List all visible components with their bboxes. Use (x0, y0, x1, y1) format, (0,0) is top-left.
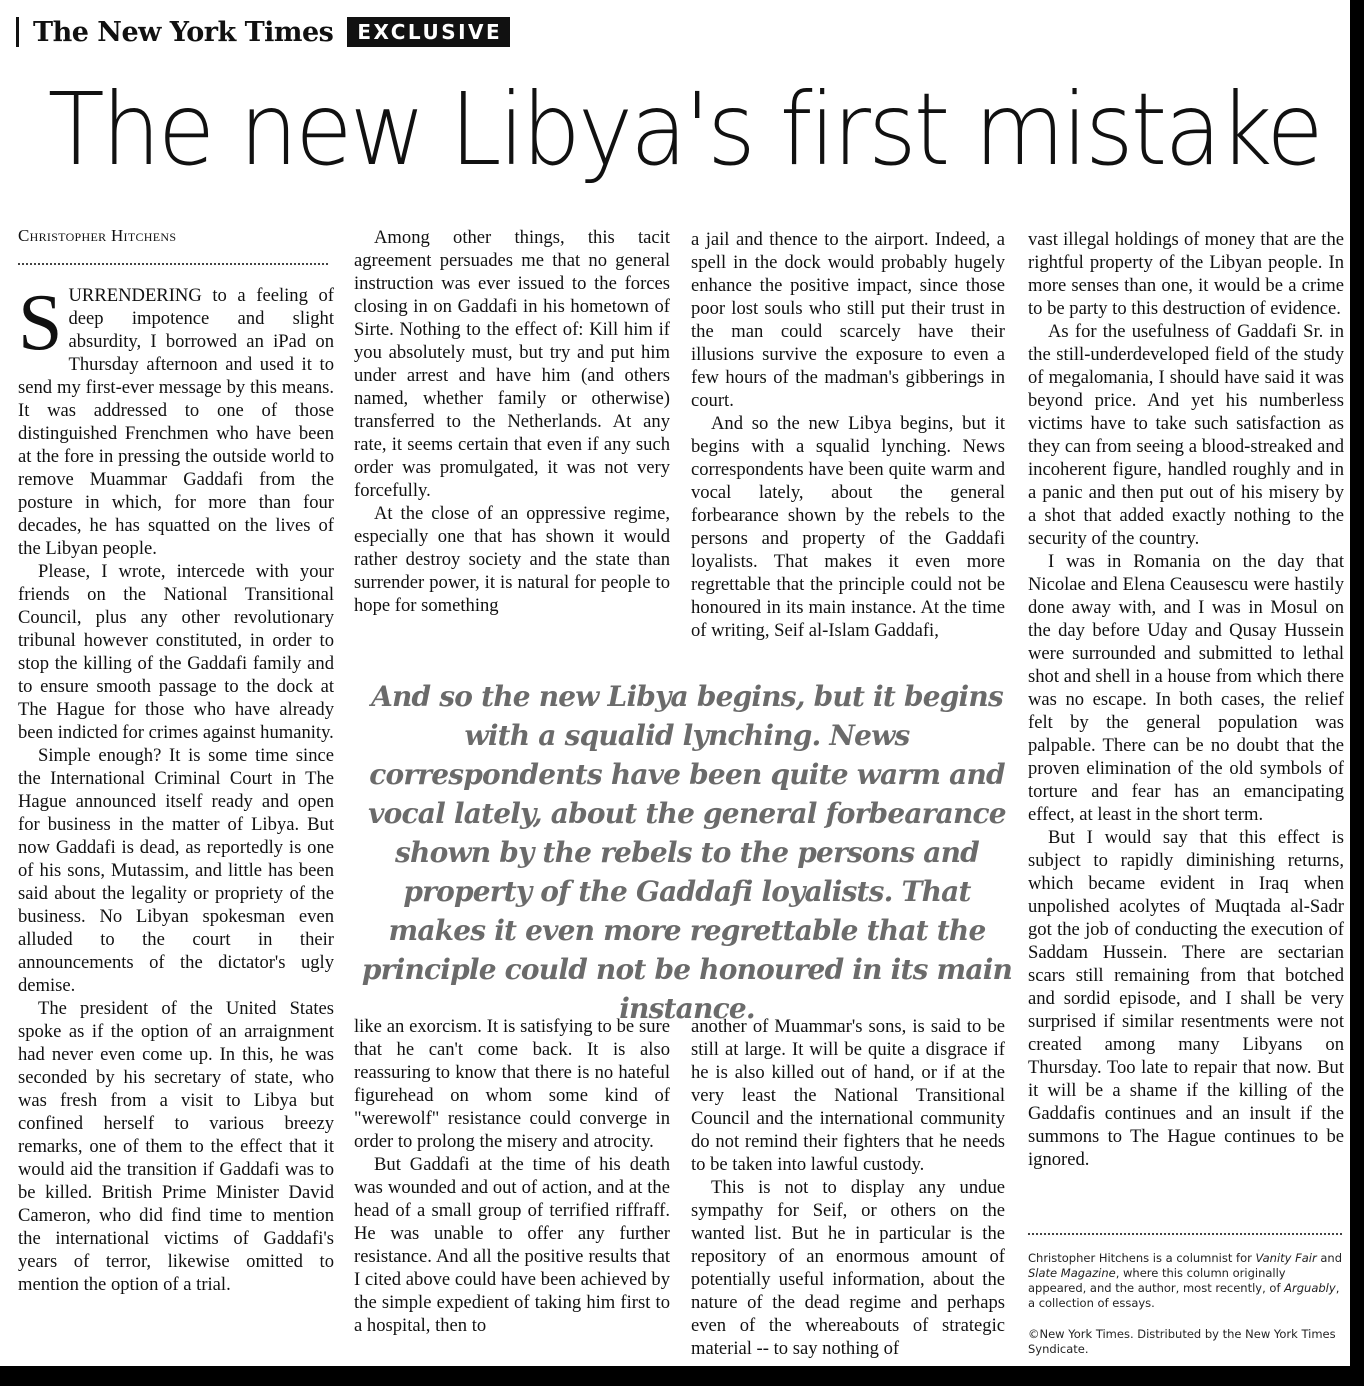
paragraph: This is not to display any undue sympathy for Seif, or others on the wanted list. But he in particular is the repository of an enormous amount of potentially useful information, about the nature of the dead regime and perhaps even of the whereabouts of strategic material -- to say nothing of (691, 1177, 1005, 1359)
byline-divider (18, 263, 328, 265)
byline: Christopher Hitchens (18, 226, 177, 245)
paragraph: As for the usefulness of Gaddafi Sr. in the still-underdeveloped field of the study of megalomania, I should have said it was beyond price. And yet his numberless victims have to take such satisfaction as they can from seeing a blood-streaked and incoherent figure, handled roughly and in a panic and then put out of his misery by a shot that added exactly nothing to the security of the country. (1028, 321, 1344, 549)
paragraph: vast illegal holdings of money that are the rightful property of the Libyan people. In more senses than one, it would be a crime to be party to this destruction of evidence. (1028, 229, 1344, 319)
bio-divider (1028, 1233, 1342, 1235)
paragraph: But Gaddafi at the time of his death was wounded and out of action, and at the head of a small group of terrified riffraff. He was unable to offer any further resistance. And all the positive results that I cited above could have been achieved by the simple expedient of taking him first to a hospital, then to (354, 1154, 670, 1336)
paragraph: And so the new Libya begins, but it begins with a squalid lynching. News correspondents have been quite warm and vocal lately, about the general forbearance shown by the rebels to the persons and property of the Gaddafi loyalists. That makes it even more regrettable that the principle could not be honoured in its main instance. At the time of writing, Seif al-Islam Gaddafi, (691, 413, 1005, 641)
column-4 (1028, 228, 1344, 1222)
author-bio (1028, 1251, 1343, 1366)
column-3-top (691, 228, 1005, 648)
paragraph: another of Muammar's sons, is said to be still at large. It will be quite a disgrace if he is also killed out of hand, or if at the very least the National Transitional Council and the international community do not remind their fighters that he needs to be taken into lawful custody. (691, 1016, 1005, 1175)
paragraph: The president of the United States spoke as if the option of an arraignment had never even come up. In this, he was seconded by his secretary of state, who was fresh from a visit to Libya but confined herself to various breezy remarks, one of them to the effect that it would aid the transition if Gaddafi was to be killed. British Prime Minister David Cameron, who did find time to mention the international victims of Gaddafi's years of terror, likewise omitted to mention the option of a trial. (18, 998, 334, 1295)
newspaper-logo: The New York Times (33, 16, 334, 48)
paragraph: a jail and thence to the airport. Indeed, a spell in the dock would probably hugely enhance the positive impact, since those poor lost souls who still put their trust in the man could scarcely have their illusions survive the exposure to even a few hours of the madman's gibberings in court. (691, 229, 1005, 411)
paragraph: SURRENDERING to a feeling of deep impotence and slight absurdity, I borrowed an iPad on Thursday afternoon and used it to send my first-ever message by this means. It was addressed to one of those distinguished Frenchmen who have been at the fore in pressing the outside world to remove Muammar Gaddafi from the posture in which, for more than four decades, he has squatted on the lives of the Libyan people. (18, 284, 334, 559)
dropcap: S (18, 284, 63, 367)
column-3-bottom (691, 1015, 1005, 1366)
pull-quote: And so the new Libya begins, but it begins with a squalid lynching. News correspondents have been quite warm and vocal lately, about the general forbearance shown by the rebels to the persons and property of the Gaddafi loyalists. That makes it even more regrettable that the principle could not be honoured in its main instance. (361, 680, 1013, 1025)
paragraph: Among other things, this tacit agreement persuades me that no general instruction was ever issued to the forces closing in on Gaddafi in his hometown of Sirte. Nothing to the effect of: Kill him if you absolutely must, but try and put him under arrest and have him (and others named, whether family or otherwise) transferred to the Netherlands. At any rate, it seems certain that even if any such order was promulgated, it was not very forcefully. (354, 227, 670, 501)
headline: The new Libya's first mistake (47, 71, 1321, 188)
paragraph: At the close of an oppressive regime, especially one that has shown it would rather destroy society and the state than surrender power, it is natural for people to hope for something (354, 503, 670, 616)
column-1 (18, 284, 334, 1366)
copyright-notice: ©New York Times. Distributed by the New York Times Syndicate. (1028, 1327, 1336, 1356)
exclusive-badge: EXCLUSIVE (347, 17, 510, 47)
paragraph: But I would say that this effect is subject to rapidly diminishing returns, which became evident in Iraq when unpolished acolytes of Muqtada al-Sadr got the job of conducting the execution of Saddam Hussein. There are sectarian scars still remaining from that botched and sordid episode, and I shall be very surprised if similar resentments were not created among many Libyans on Thursday. Too late to repair that now. But it will be a shame if the killing of the Gaddafis continues and an insult if the summons to The Hague continues to be ignored. (1028, 827, 1344, 1170)
paragraph: I was in Romania on the day that Nicolae and Elena Ceausescu were hastily done away with, and I was in Mosul on the day before Uday and Qusay Hussein were surrounded and submitted to lethal shot and shell in a house from which there was no escape. In both cases, the relief felt by the general population was palpable. There can be no doubt that the proven elimination of the old symbols of torture and fear has an emancipating effect, at least in the short term. (1028, 551, 1344, 825)
column-2-bottom (354, 1015, 670, 1366)
column-2-top (354, 226, 670, 646)
bio-text: Christopher Hitchens is a columnist for Vanity Fair and Slate Magazine, where this column originally appeared, and the author, most recently, of Arguably, a collection of essays. (1028, 1251, 1343, 1310)
masthead-rule (16, 17, 19, 47)
paragraph: Simple enough? It is some time since the International Criminal Court in The Hague announced itself ready and open for business in the matter of Libya. But now Gaddafi is dead, as reportedly is one of his sons, Mutassim, and little has been said about the legality or propriety of the business. No Libyan spokesman even alluded to the court in their announcements of the dictator's ugly demise. (18, 745, 334, 996)
masthead (16, 14, 510, 50)
paragraph: like an exorcism. It is satisfying to be sure that he can't come back. It is also reassuring to know that there is no hateful figurehead on whom some kind of "werewolf" resistance could converge in order to prolong the misery and atrocity. (354, 1016, 670, 1152)
paragraph: Please, I wrote, intercede with your friends on the National Transitional Council, plus any other revolutionary tribunal however constituted, in order to stop the killing of the Gaddafi family and to ensure smooth passage to the dock at The Hague for those who have already been indicted for crimes against humanity. (18, 561, 334, 743)
